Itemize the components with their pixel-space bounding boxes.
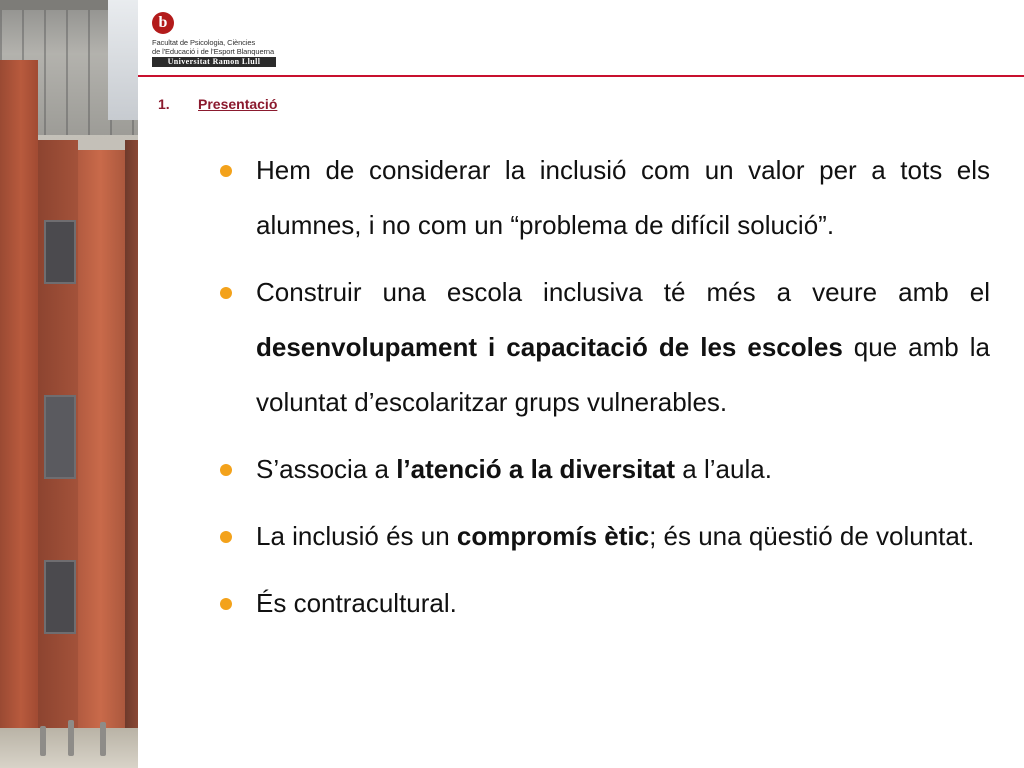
bullet-bold-text: l’atenció a la diversitat: [396, 454, 676, 484]
bullet-item: [214, 509, 990, 564]
university-name: Universitat Ramon Llull: [152, 57, 276, 67]
bullet-bold-text: desenvolupament i capacitació de les escoles: [256, 332, 843, 362]
bullet-text: La inclusió és un: [256, 521, 457, 551]
building-photo: [0, 0, 138, 768]
bollard: [40, 726, 46, 756]
bollard: [68, 720, 74, 756]
bullet-bold-text: compromís ètic: [456, 521, 650, 551]
section-number: 1.: [158, 96, 170, 112]
header-divider: [138, 75, 1024, 77]
sky-patch: [108, 0, 138, 120]
pillar-shadow: [125, 140, 138, 768]
bullet-list: [214, 143, 990, 643]
bullet-text: És contracultural.: [256, 588, 457, 618]
bullet-text: a l’aula.: [675, 454, 772, 484]
bullet-dot-icon: [220, 464, 232, 476]
bollard: [100, 722, 106, 756]
bullet-text: Hem de considerar la inclusió com un valor per a tots els alumnes, i no com un “problema de difícil solució”.: [256, 155, 990, 240]
building-window: [44, 560, 76, 634]
bullet-item: [214, 265, 990, 430]
faculty-logo: [152, 10, 282, 70]
bullet-text: ; és una qüestió de voluntat.: [649, 521, 975, 551]
bullet-dot-icon: [220, 287, 232, 299]
bullet-text: que amb la voluntat d’escolaritzar grups vulnerables.: [256, 332, 990, 417]
brick-pillar: [78, 150, 128, 768]
section-title: Presentació: [198, 96, 278, 112]
bullet-item: [214, 442, 990, 497]
bullet-dot-icon: [220, 531, 232, 543]
bullet-item: [214, 576, 990, 631]
section-heading: [158, 96, 277, 112]
bullet-text: S’associa a: [256, 454, 397, 484]
faculty-name-line2: de l'Educació i de l'Esport Blanquerna: [152, 47, 275, 56]
logo-mark-icon: b: [152, 12, 174, 34]
bullet-dot-icon: [220, 598, 232, 610]
brick-wall-left: [0, 60, 38, 768]
bullet-text: Construir una escola inclusiva té més a veure amb el: [256, 277, 990, 307]
building-window: [44, 220, 76, 284]
bullet-item: [214, 143, 990, 253]
faculty-name-line1: Facultat de Psicologia, Ciències: [152, 38, 256, 47]
bullet-dot-icon: [220, 165, 232, 177]
building-window: [44, 395, 76, 479]
